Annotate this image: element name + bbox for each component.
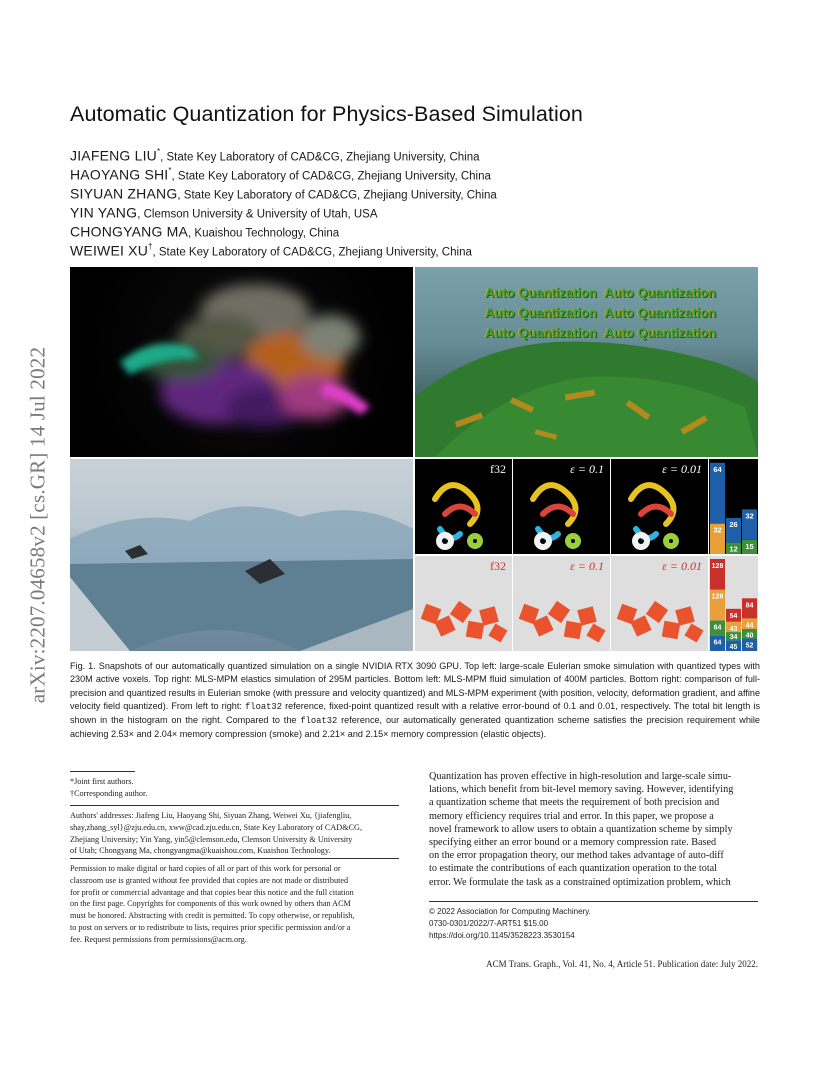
abstract-line: to estimate the contributions of each quantization operation to the total (429, 863, 717, 875)
author-line (70, 142, 497, 164)
label-eps-0.1: ε = 0.1 (570, 559, 604, 573)
comparison-grid (415, 459, 758, 651)
hist-bar-label: 44 (745, 622, 754, 630)
abstract-text (429, 770, 758, 889)
caption-part: Fig. 1. Snapshots of our automatically quantized simulation on a single NVIDIA RTX 3090 GPU. Top left: large-scale Eulerian smoke simulation with quantized types with 230M active voxels. Top right: MLS-MPM elastics simulation of 295M particles. Bottom left: MLS-MPM fluid simulation of 400M particles. Bottom right: comparison of full-precision and quantized results in Eulerian smoke (with pressure and velocity quantized) and MLS-MPM experiment (with position, velocity, deformation gradient, and affine velocity field quantized). From left to right: (70, 661, 760, 711)
caption-mono: float32 (300, 716, 338, 727)
bit-length-histogram-bottom (709, 556, 758, 651)
permission-notice (70, 863, 354, 946)
permission-line: on the first page. Copyrights for components of this work owned by others than ACM (70, 899, 351, 909)
figure-caption (70, 660, 760, 742)
teaser-figure (70, 267, 758, 651)
hist-bar-label: 26 (729, 519, 738, 529)
author-list (70, 142, 497, 259)
permission-line: Permission to make digital or hard copies of all or part of this work for personal or (70, 864, 341, 873)
author-affiliation: , State Key Laboratory of CAD&CG, Zhejiang University, China (152, 246, 472, 259)
arxiv-stamp (18, 290, 58, 760)
label-eps-0.01: ε = 0.01 (662, 462, 702, 476)
author-line (70, 199, 497, 221)
author-affiliation: , State Key Laboratory of CAD&CG, Zhejiang University, China (177, 189, 497, 202)
elastic-text: Auto Quantization (485, 325, 597, 340)
hist-bar-label: 128 (711, 593, 724, 601)
footnote-rule (70, 771, 135, 772)
hist-bar-label: 64 (713, 464, 722, 474)
hist-bar-label: 64 (713, 624, 722, 632)
author-name: WEIWEI XU (70, 242, 149, 259)
abstract-line: Quantization has proven effective in high-resolution and large-scale simu- (429, 771, 732, 782)
author-mark: * (157, 147, 161, 156)
copyright-block (429, 906, 591, 942)
label-eps-0.01: ε = 0.01 (662, 559, 702, 573)
author-affiliation: , Kuaishou Technology, China (188, 227, 340, 240)
footnote-joint (70, 776, 147, 800)
hist-bar-label: 64 (713, 639, 722, 647)
smoke-plumes (70, 267, 413, 457)
journal-footer: ACM Trans. Graph., Vol. 41, No. 4, Article 51. Publication date: July 2022. (486, 959, 758, 969)
author-mark: † (148, 242, 153, 251)
permission-line: to post on servers or to redistribute to lists, requires prior specific permission and/or a (70, 922, 351, 932)
elastic-text-row (485, 303, 716, 323)
hist-bar-label: 32 (745, 511, 754, 521)
author-name: CHONGYANG MA (70, 223, 189, 240)
permission-line: fee. Request permissions from permissions@acm.org. (70, 934, 247, 944)
copyright-line: 0730-0301/2022/7-ART51 $15.00 (429, 919, 549, 928)
abstract-line: memory efficiency requires trial and error. In this paper, we propose a (429, 810, 714, 822)
hist-bar-label: 54 (729, 612, 738, 620)
mpm-bit-histogram (709, 556, 758, 651)
abstract-line: specifying either an error bound or a memory compression rate. Based (429, 837, 717, 849)
author-affiliation: , Clemson University & University of Utah, USA (137, 208, 378, 221)
author-name: SIYUAN ZHANG (70, 185, 178, 202)
hist-bar-label: 84 (745, 602, 754, 610)
abstract-line: a quantization scheme that meets the requirement of both precision and (429, 797, 720, 809)
smoke-simulation-image (70, 267, 413, 457)
mpm-f32-cell (415, 556, 512, 651)
copyright-line: © 2022 Association for Computing Machinery. (429, 907, 591, 916)
abstract-line: on the error propagation theory, our method takes advantage of auto-diff (429, 850, 724, 862)
author-line (70, 180, 497, 202)
hist-bar-label: 45 (729, 644, 738, 651)
fluid-simulation-image (70, 459, 413, 651)
label-f32: f32 (490, 559, 506, 573)
arxiv-stamp-text: arXiv:2207.04658v2 [cs.GR] 14 Jul 2022 (25, 346, 50, 704)
hist-bar-label: 43 (729, 625, 738, 633)
elastic-text: Auto Quantization (485, 305, 597, 320)
author-name: YIN YANG (70, 204, 138, 221)
caption-part: reference, fixed-point quantized result with a relative error-bound of 0.1 and 0.01, respectively. The total bit length is shown in the histogram on the right. Compared to the (70, 700, 760, 726)
abstract-line: novel framework to allow users to obtain a quantization scheme by simply (429, 823, 733, 835)
hist-bar-label: 12 (729, 544, 738, 554)
address-line: of Utah; Chongyang Ma, chongyangma@kuaishou.com, Kuaishou Technology. (70, 846, 331, 856)
elastic-text-rows (485, 283, 716, 343)
author-name: JIAFENG LIU (70, 147, 157, 164)
author-name: HAOYANG SHI (70, 166, 169, 183)
elastic-text: Auto Quantization (604, 285, 717, 300)
elastic-simulation-image (415, 267, 758, 457)
copyright-rule (429, 901, 758, 902)
address-rule (70, 805, 399, 806)
author-line (70, 218, 497, 240)
abstract-line: error. We formulate the task as a constrained optimization problem, which (429, 876, 731, 888)
address-line: Authors' addresses: Jiafeng Liu, Haoyang Shi, Siyuan Zhang, Weiwei Xu, {jiafengliu, (70, 811, 352, 820)
author-affiliation: , State Key Laboratory of CAD&CG, Zhejiang University, China (160, 151, 480, 164)
author-affiliation: , State Key Laboratory of CAD&CG, Zhejiang University, China (171, 170, 491, 183)
mpm-eps01-cell (513, 556, 610, 651)
author-line (70, 237, 497, 259)
permission-line: for profit or commercial advantage and that copies bear this notice and the full citation (70, 887, 354, 897)
hist-bar-label: 15 (745, 541, 754, 551)
label-eps-0.1: ε = 0.1 (570, 462, 604, 476)
label-f32: f32 (490, 462, 506, 476)
smoke-f32-cell (415, 459, 512, 554)
hist-bar-label: 32 (713, 525, 722, 535)
elastic-text: Auto Quantization (604, 305, 717, 320)
elastic-text-row (485, 283, 716, 303)
footnote-line: †Corresponding author. (70, 788, 148, 798)
author-line (70, 161, 497, 183)
permission-rule (70, 858, 399, 859)
elastic-text: Auto Quantization (604, 325, 717, 340)
fluid-splash (70, 459, 413, 651)
permission-line: classroom use is granted without fee provided that copies are not made or distributed (70, 875, 349, 885)
elastic-text-row (485, 323, 716, 343)
footnote-line: *Joint first authors. (70, 777, 134, 786)
abstract-line: lations, which benefit from bit-level memory saving. However, identifying (429, 784, 734, 796)
hist-bar-label: 34 (729, 634, 738, 642)
doi-link[interactable]: https://doi.org/10.1145/3528223.3530154 (429, 931, 575, 940)
mpm-eps001-cell (611, 556, 708, 651)
permission-line: must be honored. Abstracting with credit is permitted. To copy otherwise, or republish, (70, 911, 355, 921)
elastic-text: Auto Quantization (485, 285, 597, 300)
caption-mono: float32 (245, 701, 282, 712)
smoke-eps001-cell (611, 459, 708, 554)
paper-title: Automatic Quantization for Physics-Based Simulation (70, 102, 583, 126)
bit-length-histogram-top (709, 459, 758, 554)
address-line: Zhejiang University; Yin Yang, yin5@clemson.edu, Clemson University & University (70, 834, 353, 844)
hist-bar-label: 128 (711, 563, 724, 570)
hist-bar-label: 40 (745, 632, 754, 640)
hist-bar-label: 52 (745, 642, 754, 650)
smoke-eps01-cell (513, 459, 610, 554)
address-line: shay,zhang_syl}@zju.edu.cn, xww@cad.zju.edu.cn, State Key Laboratory of CAD&CG, (70, 822, 363, 832)
caption-part: reference, our automatically generated quantization scheme satisfies the precision requirement while achieving 2.53× and 2.04× memory compression (smoke) and 2.21× and 2.15× memory compression (elastic objects). (70, 715, 760, 740)
author-mark: * (168, 166, 172, 175)
author-addresses (70, 810, 362, 857)
smoke-bit-histogram (709, 459, 758, 554)
